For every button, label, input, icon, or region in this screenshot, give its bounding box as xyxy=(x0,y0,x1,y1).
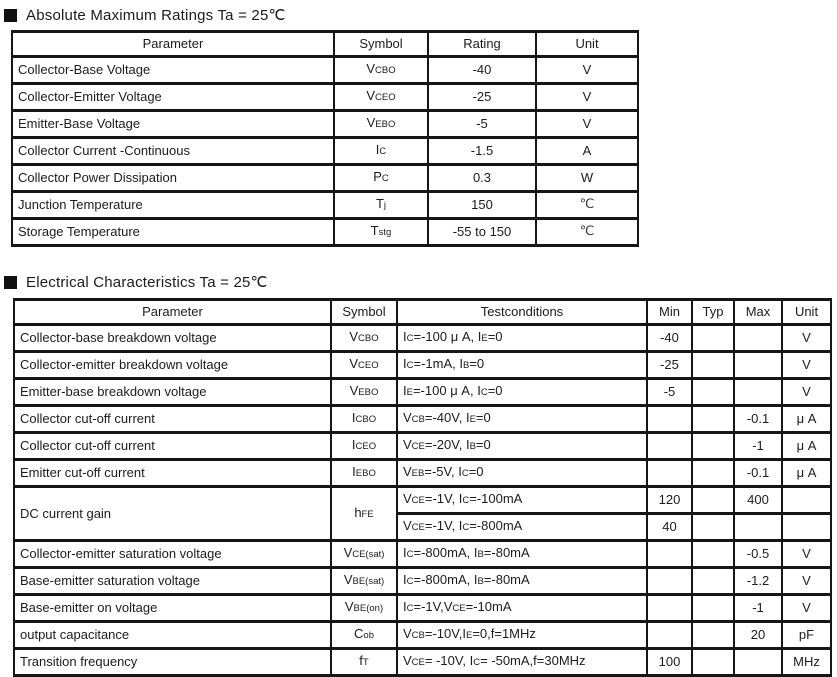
min-cell: -25 xyxy=(647,352,692,379)
column-header-min: Min xyxy=(647,300,692,325)
unit-cell: V xyxy=(782,595,831,622)
table-row xyxy=(14,352,831,379)
parameter-cell: Emitter-base breakdown voltage xyxy=(14,379,331,406)
unit-cell: ℃ xyxy=(536,219,638,246)
parameter-cell: Collector-emitter breakdown voltage xyxy=(14,352,331,379)
rating-cell: 150 xyxy=(428,192,536,219)
typ-cell xyxy=(692,622,734,649)
unit-cell: V xyxy=(536,57,638,84)
parameter-cell: Collector Current -Continuous xyxy=(12,138,334,165)
table-row xyxy=(14,622,831,649)
column-header-unit: Unit xyxy=(782,300,831,325)
unit-cell: W xyxy=(536,165,638,192)
symbol-cell: Tstg xyxy=(334,219,428,246)
testconditions-cell: IC=-1V,VCE=-10mA xyxy=(397,595,647,622)
testconditions-cell: IC=-1mA, IB=0 xyxy=(397,352,647,379)
testconditions-cell: IE=-100 μ A, IC=0 xyxy=(397,379,647,406)
min-cell xyxy=(647,433,692,460)
parameter-cell: Collector-Base Voltage xyxy=(12,57,334,84)
max-cell: 20 xyxy=(734,622,782,649)
parameter-cell: Base-emitter saturation voltage xyxy=(14,568,331,595)
max-cell: -1 xyxy=(734,433,782,460)
unit-cell: A xyxy=(536,138,638,165)
min-cell xyxy=(647,460,692,487)
typ-cell xyxy=(692,379,734,406)
typ-cell xyxy=(692,595,734,622)
max-cell xyxy=(734,325,782,352)
parameter-cell: Transition frequency xyxy=(14,649,331,676)
typ-cell xyxy=(692,325,734,352)
rating-cell: -55 to 150 xyxy=(428,219,536,246)
table-row xyxy=(14,649,831,676)
min-cell xyxy=(647,541,692,568)
column-header-max: Max xyxy=(734,300,782,325)
table-row xyxy=(12,57,638,84)
electrical-characteristics-table xyxy=(13,298,832,677)
symbol-cell: VCE(sat) xyxy=(331,541,397,568)
symbol-cell: Cob xyxy=(331,622,397,649)
square-bullet-icon xyxy=(4,9,17,22)
parameter-cell: Emitter cut-off current xyxy=(14,460,331,487)
symbol-cell: fT xyxy=(331,649,397,676)
rating-cell: -1.5 xyxy=(428,138,536,165)
table-row xyxy=(12,192,638,219)
typ-cell xyxy=(692,460,734,487)
table-row xyxy=(14,541,831,568)
table-row xyxy=(12,111,638,138)
symbol-cell: Tj xyxy=(334,192,428,219)
typ-cell xyxy=(692,406,734,433)
min-cell: -5 xyxy=(647,379,692,406)
max-cell: -0.5 xyxy=(734,541,782,568)
max-cell xyxy=(734,352,782,379)
testconditions-cell: VCE=-20V, IB=0 xyxy=(397,433,647,460)
symbol-cell: VEBO xyxy=(331,379,397,406)
typ-cell xyxy=(692,568,734,595)
parameter-cell: output capacitance xyxy=(14,622,331,649)
section-title-text: Absolute Maximum Ratings Ta = 25℃ xyxy=(26,7,286,24)
column-header-typ: Typ xyxy=(692,300,734,325)
parameter-cell: Junction Temperature xyxy=(12,192,334,219)
min-cell: 40 xyxy=(647,514,692,541)
unit-cell: V xyxy=(782,541,831,568)
column-header-symbol: Symbol xyxy=(334,32,428,57)
testconditions-cell: VCE=-1V, IC=-800mA xyxy=(397,514,647,541)
parameter-cell: Emitter-Base Voltage xyxy=(12,111,334,138)
typ-cell xyxy=(692,433,734,460)
table-row xyxy=(14,595,831,622)
unit-cell xyxy=(782,487,831,514)
parameter-cell: Collector-emitter saturation voltage xyxy=(14,541,331,568)
unit-cell: V xyxy=(782,379,831,406)
testconditions-cell: IC=-800mA, IB=-80mA xyxy=(397,568,647,595)
column-header-unit: Unit xyxy=(536,32,638,57)
typ-cell xyxy=(692,514,734,541)
unit-cell: μ A xyxy=(782,460,831,487)
min-cell xyxy=(647,406,692,433)
testconditions-cell: VEB=-5V, IC=0 xyxy=(397,460,647,487)
unit-cell: V xyxy=(782,568,831,595)
absolute-maximum-ratings-table xyxy=(11,30,639,247)
typ-cell xyxy=(692,487,734,514)
square-bullet-icon xyxy=(4,276,17,289)
section-title-electrical-characteristics xyxy=(4,273,837,291)
min-cell xyxy=(647,595,692,622)
table-header-row xyxy=(14,300,831,325)
unit-cell: ℃ xyxy=(536,192,638,219)
typ-cell xyxy=(692,541,734,568)
unit-cell: V xyxy=(536,84,638,111)
min-cell: 100 xyxy=(647,649,692,676)
symbol-cell: VCEO xyxy=(334,84,428,111)
rating-cell: -25 xyxy=(428,84,536,111)
testconditions-cell: IC=-100 μ A, IE=0 xyxy=(397,325,647,352)
unit-cell: pF xyxy=(782,622,831,649)
unit-cell: V xyxy=(782,325,831,352)
symbol-cell: ICBO xyxy=(331,406,397,433)
section-title-text: Electrical Characteristics Ta = 25℃ xyxy=(26,274,268,291)
column-header-parameter: Parameter xyxy=(14,300,331,325)
symbol-cell: VBE(sat) xyxy=(331,568,397,595)
table-row xyxy=(12,138,638,165)
unit-cell: μ A xyxy=(782,433,831,460)
max-cell xyxy=(734,514,782,541)
testconditions-cell: VCE=-1V, IC=-100mA xyxy=(397,487,647,514)
testconditions-cell: VCB=-10V,IE=0,f=1MHz xyxy=(397,622,647,649)
symbol-cell: VBE(on) xyxy=(331,595,397,622)
table-row xyxy=(14,325,831,352)
max-cell xyxy=(734,649,782,676)
table-row xyxy=(14,433,831,460)
unit-cell xyxy=(782,514,831,541)
min-cell: 120 xyxy=(647,487,692,514)
parameter-cell: Collector cut-off current xyxy=(14,406,331,433)
symbol-cell: hFE xyxy=(331,487,397,541)
symbol-cell: VCEO xyxy=(331,352,397,379)
parameter-cell: Collector Power Dissipation xyxy=(12,165,334,192)
testconditions-cell: VCB=-40V, IE=0 xyxy=(397,406,647,433)
table-row xyxy=(14,379,831,406)
table-row xyxy=(14,487,831,514)
table-row xyxy=(14,460,831,487)
column-header-symbol: Symbol xyxy=(331,300,397,325)
max-cell: -0.1 xyxy=(734,406,782,433)
column-header-testconditions: Testconditions xyxy=(397,300,647,325)
table-row xyxy=(14,568,831,595)
testconditions-cell: IC=-800mA, IB=-80mA xyxy=(397,541,647,568)
symbol-cell: VEBO xyxy=(334,111,428,138)
parameter-cell: Collector cut-off current xyxy=(14,433,331,460)
table-row xyxy=(14,406,831,433)
max-cell: -1 xyxy=(734,595,782,622)
parameter-cell: Collector-base breakdown voltage xyxy=(14,325,331,352)
typ-cell xyxy=(692,352,734,379)
section-title-absolute-maximum-ratings xyxy=(4,0,837,24)
symbol-cell: VCBO xyxy=(334,57,428,84)
testconditions-cell: VCE= -10V, IC= -50mA,f=30MHz xyxy=(397,649,647,676)
parameter-cell: DC current gain xyxy=(14,487,331,541)
table-row xyxy=(12,84,638,111)
symbol-cell: ICEO xyxy=(331,433,397,460)
parameter-cell: Storage Temperature xyxy=(12,219,334,246)
unit-cell: MHz xyxy=(782,649,831,676)
table-row xyxy=(12,165,638,192)
symbol-cell: PC xyxy=(334,165,428,192)
max-cell: -1.2 xyxy=(734,568,782,595)
max-cell: 400 xyxy=(734,487,782,514)
max-cell: -0.1 xyxy=(734,460,782,487)
min-cell xyxy=(647,622,692,649)
symbol-cell: IEBO xyxy=(331,460,397,487)
unit-cell: V xyxy=(782,352,831,379)
typ-cell xyxy=(692,649,734,676)
rating-cell: 0.3 xyxy=(428,165,536,192)
rating-cell: -40 xyxy=(428,57,536,84)
min-cell xyxy=(647,568,692,595)
unit-cell: μ A xyxy=(782,406,831,433)
column-header-rating: Rating xyxy=(428,32,536,57)
max-cell xyxy=(734,379,782,406)
symbol-cell: IC xyxy=(334,138,428,165)
table-row xyxy=(12,219,638,246)
parameter-cell: Collector-Emitter Voltage xyxy=(12,84,334,111)
parameter-cell: Base-emitter on voltage xyxy=(14,595,331,622)
symbol-cell: VCBO xyxy=(331,325,397,352)
column-header-parameter: Parameter xyxy=(12,32,334,57)
table-header-row xyxy=(12,32,638,57)
min-cell: -40 xyxy=(647,325,692,352)
rating-cell: -5 xyxy=(428,111,536,138)
unit-cell: V xyxy=(536,111,638,138)
